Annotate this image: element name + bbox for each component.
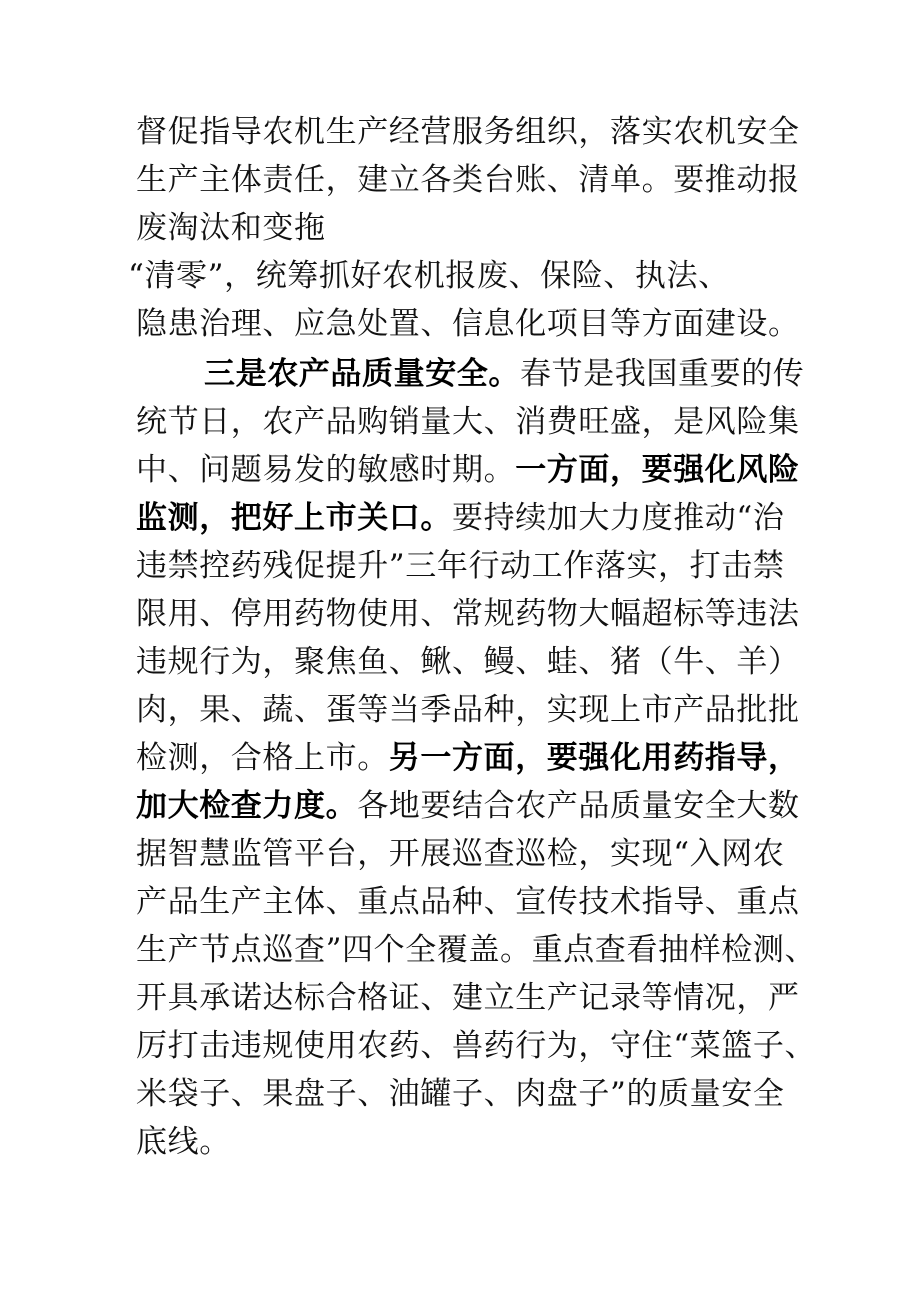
text-segment: 中、问题易发的敏感时期。 — [136, 452, 516, 488]
text-line — [136, 785, 800, 827]
bold-text-segment: 三是农产品质量安全。 — [204, 356, 520, 392]
text-segment: 春节是我国重要的传 — [520, 356, 805, 392]
text-line — [136, 545, 784, 587]
bold-text-segment: 一方面，要强化风险 — [515, 452, 800, 488]
text-line — [136, 929, 816, 971]
text-line — [204, 353, 804, 395]
text-line — [136, 401, 800, 443]
text-line — [136, 207, 326, 249]
text-segment: 违禁控药残促提升”三年行动工作落实，打击禁 — [136, 548, 785, 584]
text-line — [136, 737, 800, 779]
text-line — [136, 977, 800, 1019]
bold-text-segment: 监测，把好上市关口。 — [136, 500, 452, 536]
text-line — [136, 881, 800, 923]
text-segment: 据智慧监管平台，开展巡查巡检，实现“入网农 — [136, 836, 785, 872]
text-line — [136, 111, 800, 153]
text-line — [136, 1073, 784, 1115]
text-segment: 检测，合格上市。 — [136, 740, 389, 776]
text-segment: 统节日，农产品购销量大、消费旺盛，是风险集 — [136, 404, 800, 440]
text-segment: 米袋子、果盘子、油罐子、肉盘子”的质量安全 — [136, 1076, 785, 1112]
text-segment: 底线。 — [136, 1124, 231, 1160]
text-line — [136, 1025, 816, 1067]
text-line — [136, 593, 800, 635]
text-segment: 开具承诺达标合格证、建立生产记录等情况，严 — [136, 980, 800, 1016]
bold-text-segment: 另一方面，要强化用药指导， — [388, 740, 800, 776]
text-line — [136, 497, 784, 539]
text-line — [136, 1121, 231, 1163]
text-segment: 产品生产主体、重点品种、宣传技术指导、重点 — [136, 884, 800, 920]
text-segment: 生产主体责任，建立各类台账、清单。要推动报 — [136, 162, 800, 198]
text-line — [136, 641, 800, 683]
text-segment: 要持续加大力度推动“治 — [452, 500, 785, 536]
text-segment: 违规行为，聚焦鱼、鳅、鳗、蛙、猪（牛、羊） — [136, 644, 800, 680]
text-segment: 各地要结合农产品质量安全大数 — [357, 788, 800, 824]
bold-text-segment: 加大检查力度。 — [136, 788, 358, 824]
text-line — [136, 833, 784, 875]
text-line — [136, 449, 800, 491]
text-line — [136, 303, 800, 345]
text-segment: 废淘汰和变拖 — [136, 210, 326, 246]
text-segment: 肉，果、蔬、蛋等当季品种，实现上市产品批批 — [136, 692, 800, 728]
text-line — [136, 159, 800, 201]
text-segment: 督促指导农机生产经营服务组织，落实农机安全 — [136, 114, 800, 150]
text-segment: 生产节点巡查”四个全覆盖。重点查看抽样检测、 — [136, 932, 817, 968]
text-segment: “清零”，统筹抓好农机报废、保险、执法、 — [128, 258, 730, 294]
text-segment: 厉打击违规使用农药、兽药行为，守住“菜篮子、 — [136, 1028, 817, 1064]
text-segment: 隐患治理、应急处置、信息化项目等方面建设。 — [136, 306, 800, 342]
text-segment: 限用、停用药物使用、常规药物大幅超标等违法 — [136, 596, 800, 632]
text-line — [136, 689, 800, 731]
text-line — [128, 255, 730, 297]
